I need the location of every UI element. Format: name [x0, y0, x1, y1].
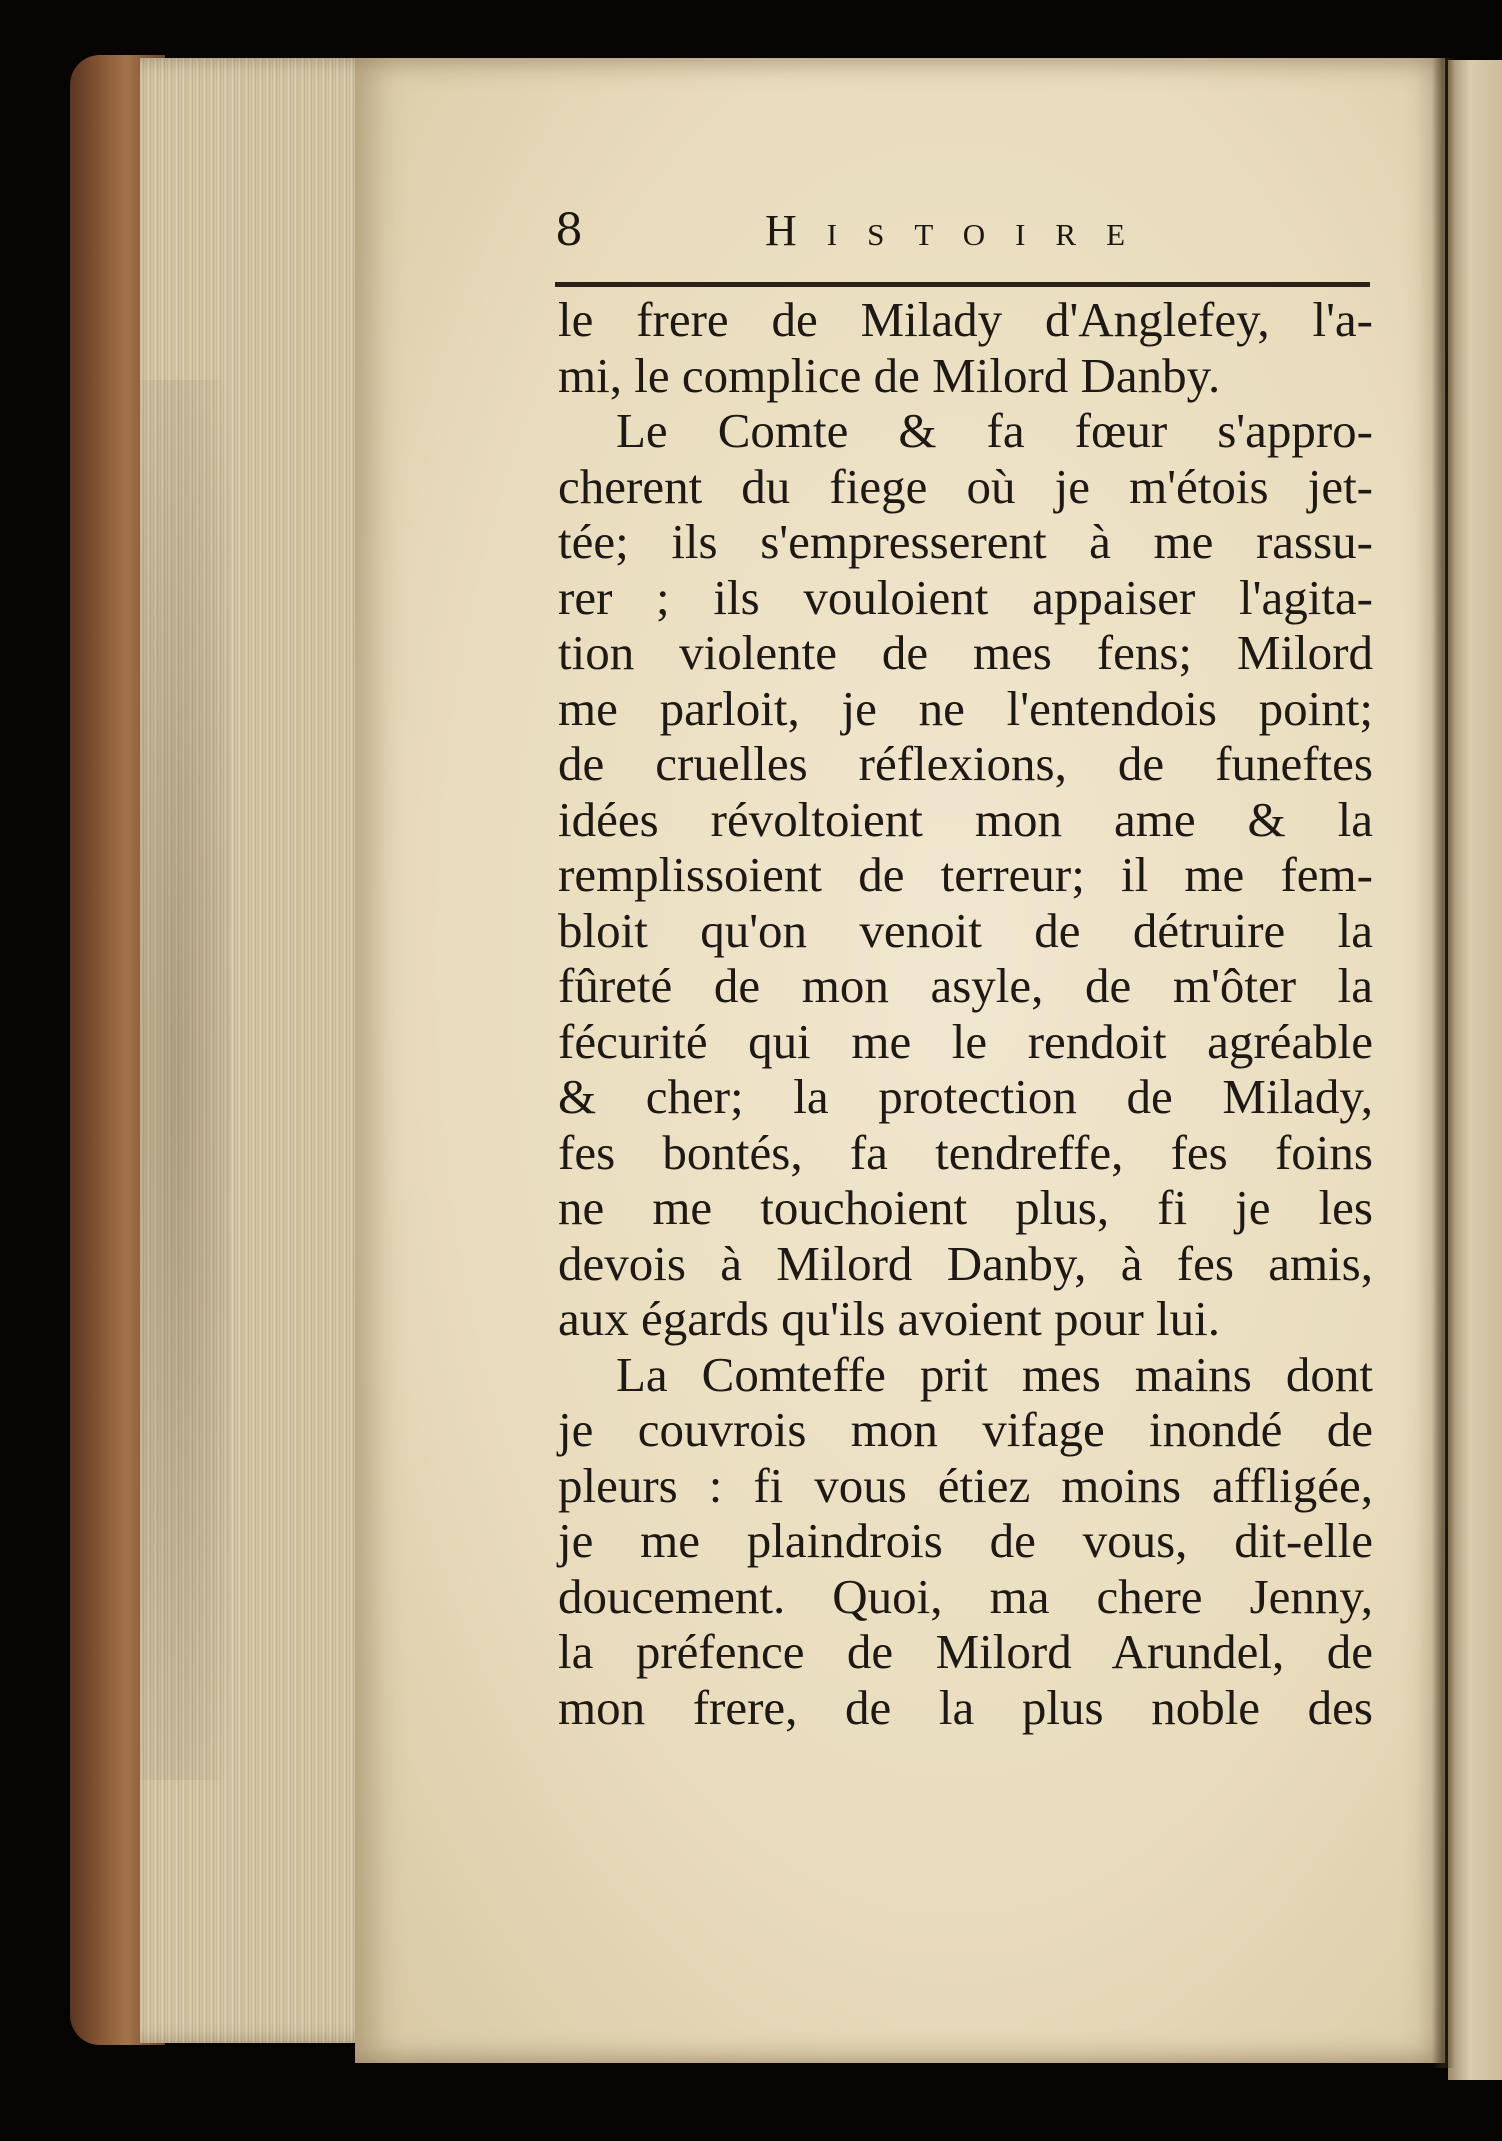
text-line: aux égards qu'ils avoient pour lui.	[558, 1291, 1221, 1346]
text-line: fûreté de mon asyle, de m'ôter la	[558, 958, 1373, 1013]
text-line: Le Comte & fa fœur s'appro-	[616, 403, 1373, 458]
text-line: fes bontés, fa tendreffe, fes foins	[558, 1124, 1373, 1180]
header-rule	[555, 282, 1370, 287]
text-line: & cher; la protection de Milady,	[558, 1069, 1373, 1124]
text-line: tion violente de mes fens; Milord	[558, 625, 1373, 680]
text-line: La Comteffe prit mes mains dont	[616, 1346, 1373, 1402]
text-line: de cruelles réflexions, de funeftes	[558, 736, 1373, 791]
page-edge-stain	[140, 380, 230, 1780]
text-line: mi, le complice de Milord Danby.	[558, 347, 1221, 403]
page-body	[558, 292, 1373, 1735]
text-line: devois à Milord Danby, à fes amis,	[558, 1235, 1373, 1291]
text-line: bloit qu'on venoit de détruire la	[558, 902, 1373, 958]
text-line: pleurs : fi vous étiez moins affligée,	[558, 1457, 1373, 1513]
running-title: Histoire	[765, 206, 1156, 255]
text-line: rer ; ils vouloient appaiser l'agita-	[558, 569, 1373, 625]
text-line: le frere de Milady d'Anglefey, l'a-	[558, 292, 1373, 347]
text-line: la préfence de Milord Arundel, de	[558, 1624, 1373, 1679]
page-gutter	[1432, 58, 1454, 2068]
text-line: remplissoient de terreur; il me fem-	[558, 847, 1373, 902]
running-head	[555, 205, 1375, 265]
text-line: fécurité qui me le rendoit agréable	[558, 1013, 1373, 1069]
page-number: 8	[555, 205, 583, 256]
text-line: idées révoltoient mon ame & la	[558, 791, 1373, 847]
text-line: mon frere, de la plus noble des	[558, 1679, 1373, 1735]
text-line: doucement. Quoi, ma chere Jenny,	[558, 1568, 1373, 1624]
text-line: me parloit, je ne l'entendois point;	[558, 680, 1373, 736]
text-line: je couvrois mon vifage inondé de	[558, 1402, 1373, 1457]
facing-page	[1448, 60, 1502, 2080]
text-line: ne me touchoient plus, fi je les	[558, 1180, 1373, 1235]
text-line: je me plaindrois de vous, dit-elle	[558, 1513, 1373, 1568]
text-line: tée; ils s'empresserent à me rassu-	[558, 514, 1373, 569]
text-line: cherent du fiege où je m'étois jet-	[558, 458, 1373, 514]
